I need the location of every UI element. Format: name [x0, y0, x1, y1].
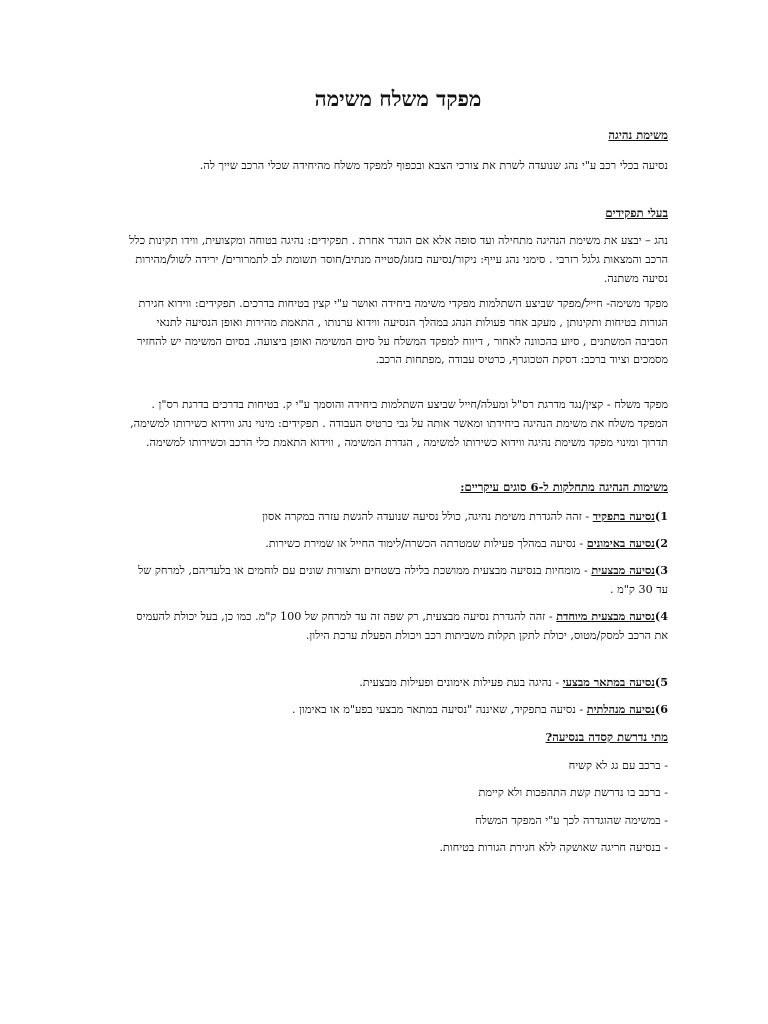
mission-type-item: 5)נסיעה במתאר מבצעי - נהיגה בעת פעילות אימונים ופעילות מבצעית.: [359, 675, 668, 689]
mission-type-item: 4)נסיעה מבצעית מיוחדת - זהה להגדרת נסיעה מבצעית, רק שפה זה עד למרחק של 100 ק"מ. כמו כן, בעל יכולת להעמיס את הרכב למסק/מטוס, יכולת לתקן תקלות משביתות רכב ויכולת הפעלת ערכת הילון.: [136, 609, 668, 642]
document-page: [128, 0, 668, 1024]
section-heading-helmet: מתי נדרשת קסדה בנסיעה?: [545, 730, 668, 744]
paragraph-dispatcher-role: מפקד משלח - קצין/נגד מדרגת רס"ל ומעלה/חייל שביצע השתלמות ביחידה והוסמך ע"י ק. בטיחות בדרכים בדרגת רס"ן . המפקד משלח את משימת הנהיגה ביחידתו ומאשר אותה על גבי כרטיס העבודה . תפקידים: מינוי נהג ווידוא כשירותו למשימה, תדרוך ומינוי מפקד משימת נהיגה ווידוא כשירותו למשימה , הגדרת המשימה , ווידוא התאמת כלי הרכב וכשירותו למשימה.: [130, 398, 668, 449]
section-heading-mission-types: משימות הנהיגה מתחלקות ל-6 סוגים עיקריים:: [460, 480, 668, 494]
paragraph-driving-mission: נסיעה בכלי רכב ע"י נהג שנועדה לשרת את צורכי הצבא ובכפוף למפקד משלח מהיחידה שכלי הרכב שייך לה.: [199, 159, 668, 172]
page-title: מפקד משלח משימה: [314, 86, 482, 111]
list-item: - בנסיעה חריגה שאושקה ללא חגירת הגורות בטיחות.: [439, 841, 668, 854]
list-item: - במשימה שהוגדרה לכך ע"י המפקד המשלח: [474, 814, 668, 827]
mission-type-item: 6)נסיעה מנהלתית - נסיעה בתפקיד, שאיננה "נסיעה במתאר מבצעי בפע"מ או באימון .: [292, 702, 668, 716]
paragraph-mission-commander-role: מפקד משימה- חייל/מפקד שביצע השתלמות מפקדי משימה ביחידה ואושר ע"י קצין בטיחות בדרכים. תפקידים: ווידוא חגירת הגורות בטיחות ותקינותן , מעקב אחר פעולות הנהג במהלך הנסיעה ווידוא ערנותו , התאמת מהירות ואופן הנסיעה לתנאי הסביבה המשתנים , סיוע בהכוונה לאחור , דיווח למפקד המשלח על סיום המשימה ואופן ביצועה. בסיום המשימה יש להחזיר מסמכים וציוד ברכב: דסקת הטכוגרף, כרטיס עבודה ,מפתחות הרכב.: [137, 297, 668, 367]
mission-type-item: 1)נסיעה בתפקיד - זהה להגדרת משימת נהיגה, כולל נסיעה שנועדה להגשת עזרה במקרה אסון: [262, 509, 668, 523]
mission-type-item: 3)נסיעה מבצעית - מומחיות בנסיעה מבצעית ממושכת בלילה בשטחים ותצורות שונים עם לוחמים או בלעדיהם, למרחק של עד 30 ק"מ .: [138, 563, 668, 596]
list-item: - ברכב בו נדרשת קשת התהפכות ולא קיימת: [478, 786, 668, 799]
mission-type-item: 2)נסיעה באימונים - נסיעה במהלך פעילות שמטרתה הכשרה/לימוד החייל או שמירת כשירות.: [265, 536, 668, 550]
list-item: - ברכב עם גג לא קשיח: [568, 759, 668, 772]
section-heading-driving-mission: משימת נהיגה: [608, 128, 668, 142]
section-heading-roles: בעלי תפקידים: [605, 206, 668, 220]
paragraph-driver-role: נהג – יבצע את משימת הנהיגה מתחילה ועד סופה אלא אם הוגדר אחרת . תפקידים: נהיגה בטוחה ומקצועית, ווידו תקינות כלל הרכב והמצאות גלגל רזרבי . סימני נהג עייף: ניקור/נסיעה בזגזג/סטייה מנתיב/חוסר תשומת לב לתמרורים/ ירידה לשול/מהירות נסיעה משתנה.: [129, 234, 668, 285]
